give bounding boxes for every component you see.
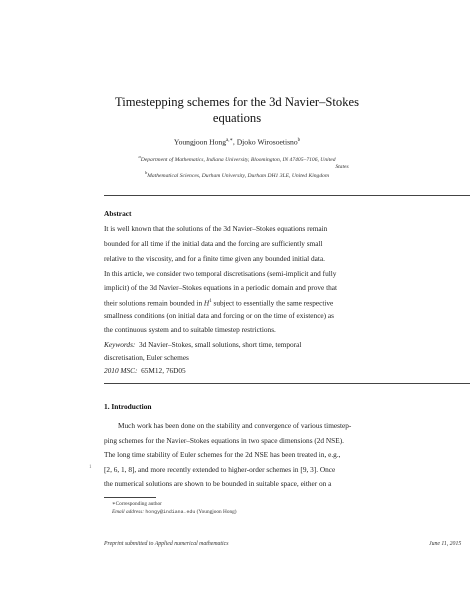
affiliation-a-line-1: Department of Mathematics, Indiana University, Bloomington, IN 47405–7106, United [140, 156, 336, 163]
paper-title [95, 94, 379, 126]
abstract-line-6 [104, 297, 470, 308]
title-line-2: equations [212, 111, 262, 125]
h1-superscript: 1 [209, 299, 212, 304]
footnote-rule [104, 497, 156, 498]
intro-line-3: The long time stability of Euler schemes for the 2d NSE has been treated in, e.g., [104, 450, 341, 459]
email-address-link[interactable]: hongy@indiana.edu [145, 510, 196, 515]
abstract-top-rule [104, 195, 470, 196]
abstract-line-7-head: smallness conditions [104, 311, 165, 320]
abstract-line-1: It is well known that the solutions of the 3d Navier–Stokes equations remain [104, 224, 328, 233]
abstract-line-6-tail: subject to essentially the same respective [213, 298, 334, 308]
abstract-line-5: implicit) of the 3d Navier–Stokes equations in a periodic domain and prove that [104, 283, 338, 292]
footnote-email [112, 509, 237, 515]
keywords [104, 340, 470, 350]
intro-line-2: ping schemes for the Navier–Stokes equations in two space dimensions (2d NSE). [104, 436, 344, 445]
affiliation-b [100, 169, 374, 180]
intro-line-4: [2, 6, 1, 8], and more recently extended to higher-order schemes in [9, 3]. Once [104, 465, 336, 474]
introduction-heading: 1. Introduction [104, 402, 152, 411]
abstract-line-7-tail: (on initial data and forcing or on the time of existence) as [166, 311, 335, 320]
email-label: Email address: [112, 509, 145, 515]
author-2-marks: b [297, 138, 301, 143]
affiliation-a-mark: a [138, 154, 141, 159]
abstract-line-7 [104, 311, 470, 321]
footnote-corresponding: ∗Corresponding author [112, 501, 162, 507]
keywords-line-2: discretisation, Euler schemes [104, 353, 189, 362]
author-1-marks: a,∗ [226, 138, 233, 143]
msc-value: 65M12, 76D05 [141, 366, 186, 375]
abstract-bottom-rule [104, 383, 470, 384]
author-list [95, 137, 379, 147]
author-separator: , Djoko Wirosoetisno [232, 137, 298, 147]
h1-symbol: H [203, 298, 210, 308]
affiliation-b-line-1: Mathematical Sciences, Durham University, Durham DH1 3LE, United Kingdom [147, 172, 329, 179]
msc-classification [104, 366, 470, 376]
affiliation-b-mark: b [145, 170, 148, 175]
abstract-line-6-head: their solutions remain bounded in [104, 298, 203, 308]
intro-line-1: Much work has been done on the stability and convergence of various timestep- [118, 421, 352, 430]
title-line-1: Timestepping schemes for the 3d Navier–Stokes [114, 95, 360, 109]
abstract-line-2: bounded for all time if the initial data and the forcing are sufficiently small [104, 239, 323, 248]
abstract-heading: Abstract [104, 209, 132, 218]
preprint-notice: Preprint submitted to Applied numerical mathematics [104, 541, 229, 547]
abstract-line-3: relative to the viscosity, and for a finite time given any bounded initial data. [104, 254, 326, 263]
abstract-line-4: In this article, we consider two temporal discretisations (semi-implicit and fully [104, 269, 337, 278]
preprint-date: June 11, 2015 [429, 541, 462, 547]
author-name-1: Youngjoon Hong [173, 137, 227, 147]
margin-line-number: 1 [89, 465, 92, 470]
email-owner: (Youngjoon Hong) [196, 509, 237, 515]
msc-label: 2010 MSC: [104, 366, 138, 375]
keywords-line-1: 3d Navier–Stokes, small solutions, short time, temporal [139, 340, 302, 349]
intro-line-5: the numerical solutions are shown to be bounded in suitable space, either on a [104, 479, 332, 488]
keywords-label: Keywords: [104, 340, 136, 349]
abstract-line-8: the continuous system and to suitable timestep restrictions. [104, 325, 276, 334]
affiliation-a-line-2: States [335, 164, 349, 171]
